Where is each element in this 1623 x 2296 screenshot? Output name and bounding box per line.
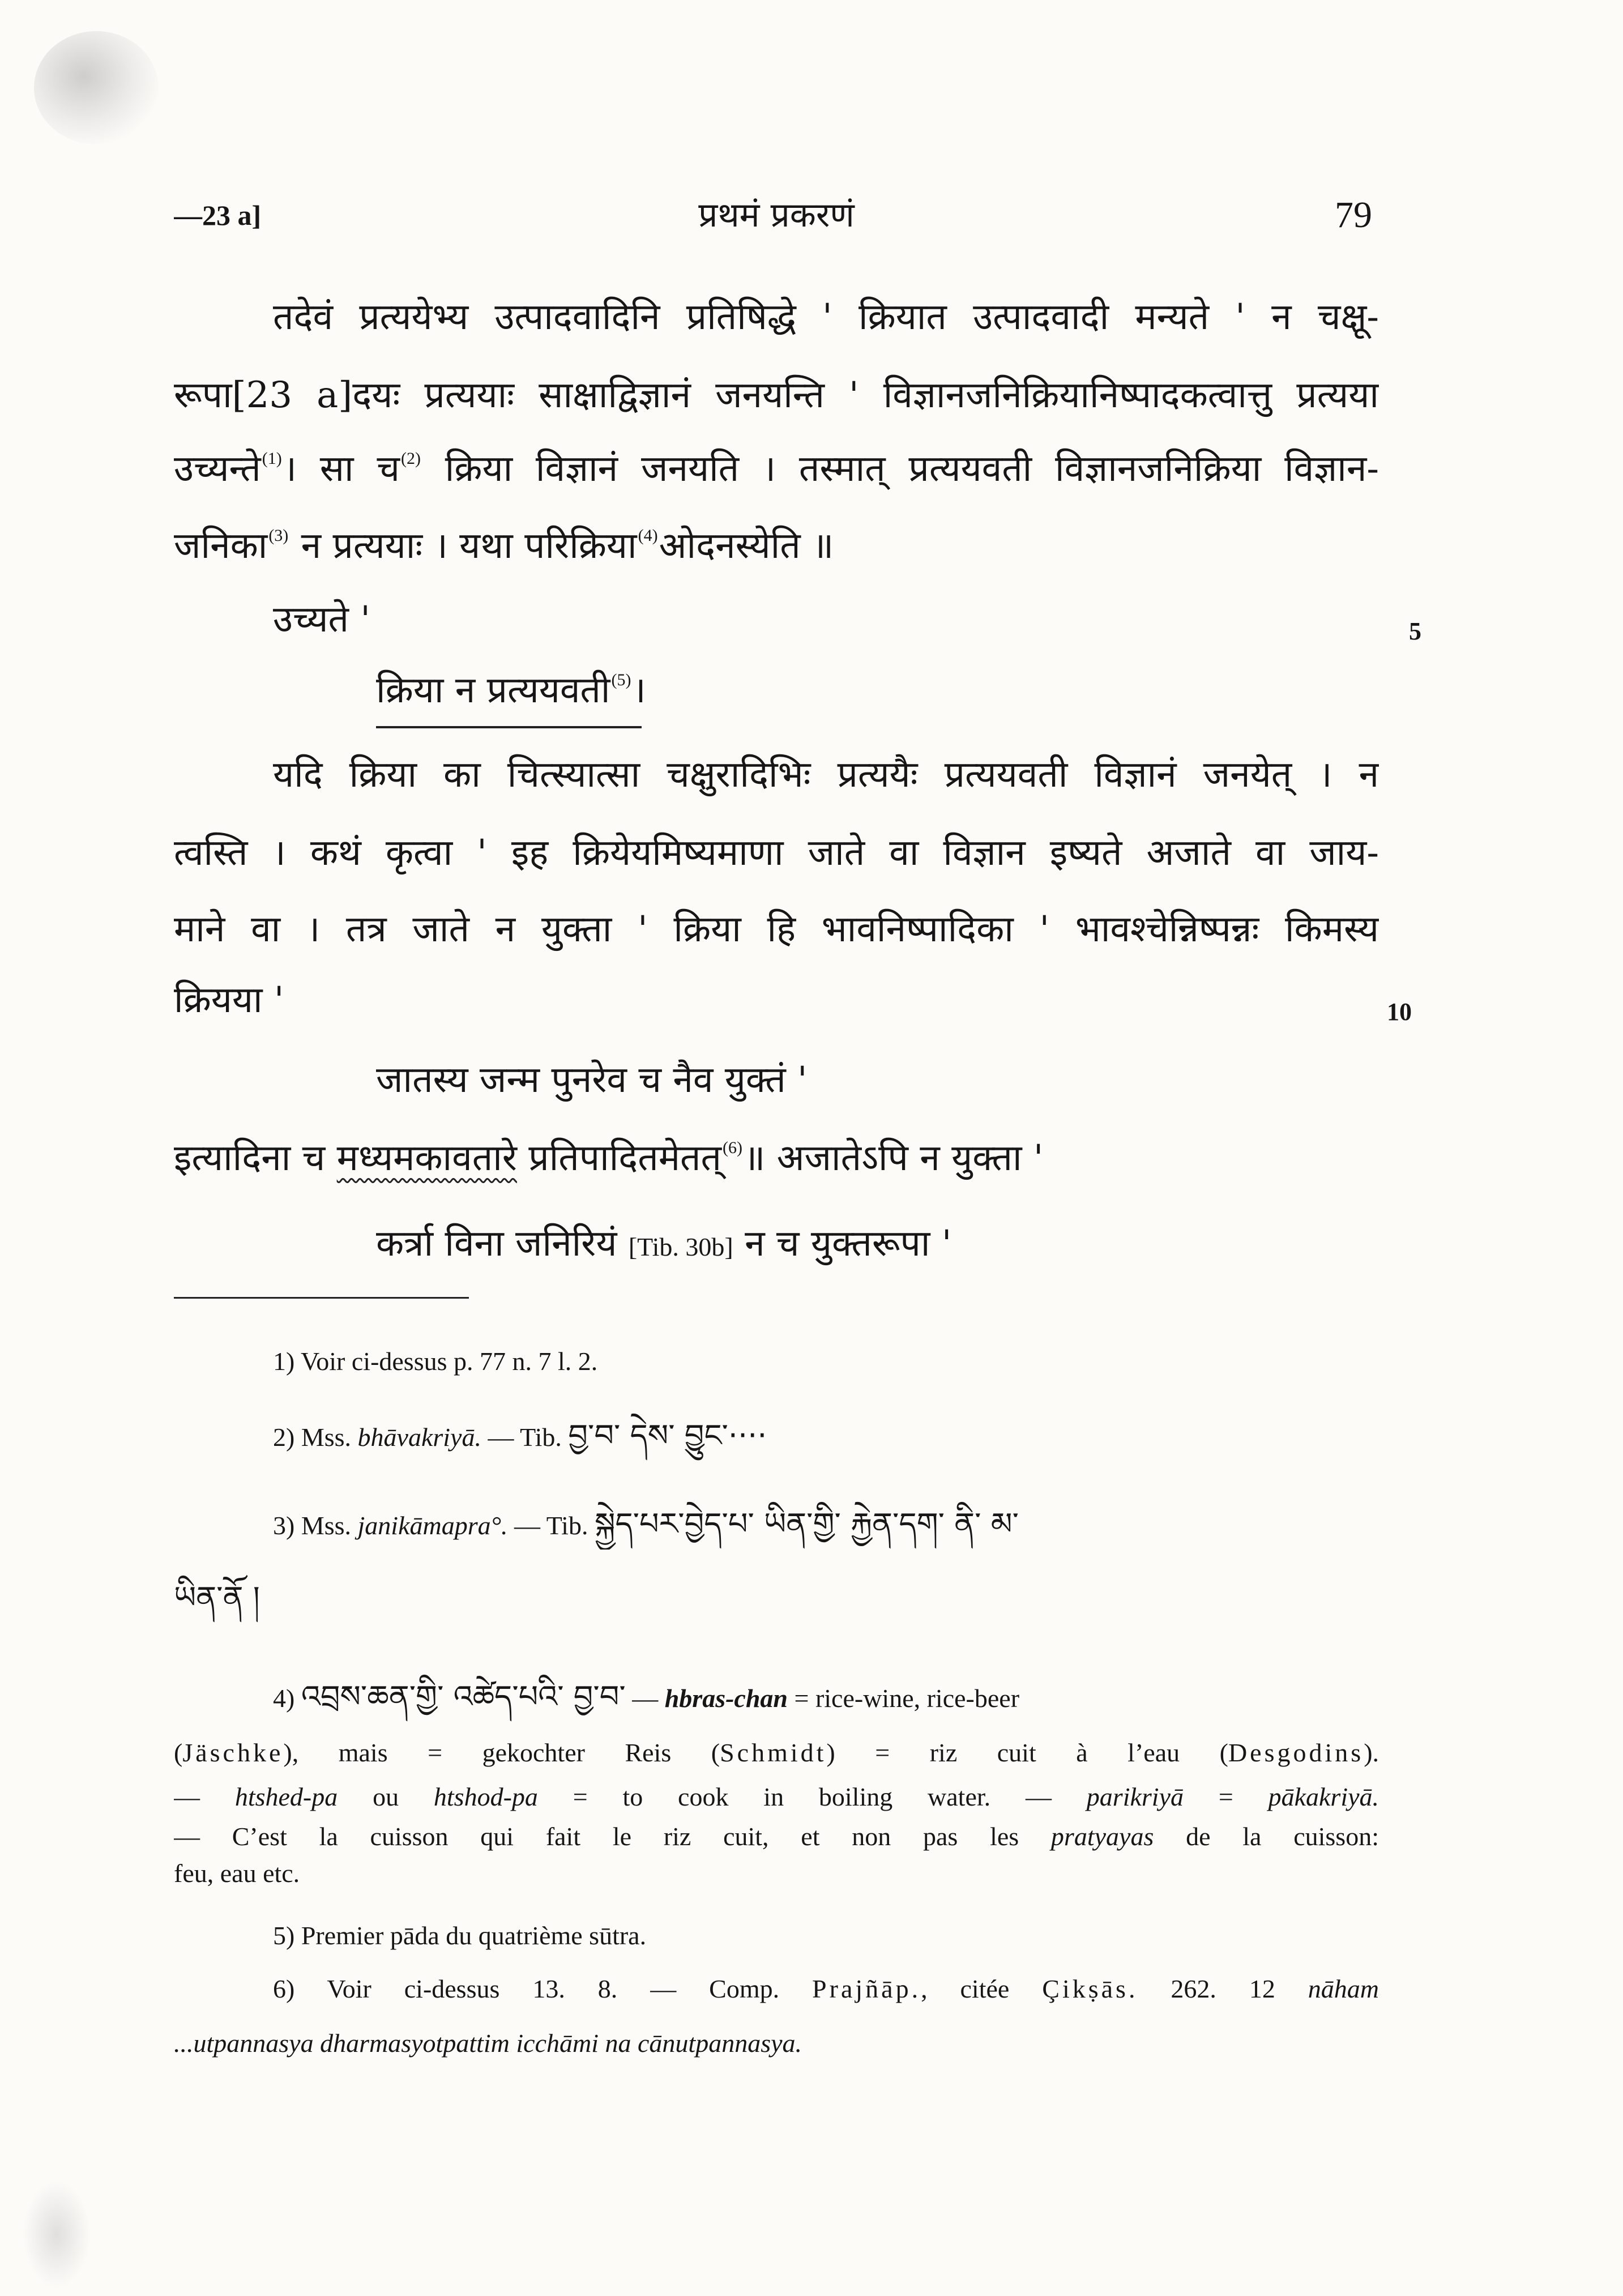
- text-line: [174, 441, 1379, 497]
- footnote-text: 4): [273, 1684, 301, 1713]
- footnote-term: htshed-pa: [234, 1782, 338, 1811]
- footnote-text: =: [1184, 1782, 1268, 1811]
- footnote-quote: nāham: [1308, 1974, 1379, 2003]
- footnote-3-continued: [174, 1572, 1379, 1623]
- footnote-text: ou: [338, 1782, 434, 1811]
- header-section-ref: —23 a]: [174, 199, 262, 231]
- footnote-term: pākakriyā.: [1268, 1782, 1379, 1811]
- text-line: [174, 1130, 1379, 1187]
- footnote-term: htshod-pa: [433, 1782, 538, 1811]
- footnote-text: ).: [1364, 1738, 1379, 1767]
- tibetan-text: ཡིན་ནོ །: [174, 1580, 260, 1615]
- text-line: रूपा[23 a]दयः प्रत्ययाः साक्षाद्विज्ञानं जनयन्ति ' विज्ञानजनिक्रियानिष्पादकत्वात्तु प्रत्यया: [174, 374, 1379, 416]
- text-segment: न च युक्तरूपा ': [733, 1223, 952, 1265]
- footnote-marker: (3): [268, 526, 289, 545]
- text-line: उच्यते ': [273, 599, 370, 641]
- verse-line: [376, 662, 1379, 719]
- footnote-marker: (5): [611, 671, 631, 689]
- text-segment: इत्यादिना च: [174, 1137, 337, 1179]
- tibetan-text: སྐྱེད་པར་བྱེད་པ་ ཡིན་གྱི་ རྐྱེན་དག་ ནི་ མ་: [594, 1506, 1019, 1542]
- footnote-4-line: [174, 1817, 1379, 1857]
- tibetan-text: བྱ་བ་ དེས་ བྱུང་····: [568, 1418, 767, 1453]
- footnote-text: — Tib.: [507, 1511, 595, 1540]
- text-segment: जनिका: [174, 525, 268, 567]
- page-number: 79: [1335, 194, 1372, 236]
- footnote-4-line: [174, 1733, 1379, 1773]
- footnote-marker: (6): [722, 1138, 742, 1157]
- verse-line: [376, 1215, 1379, 1272]
- author-name: Jäschke: [182, 1738, 284, 1767]
- footnote-4-line: [174, 1777, 1379, 1817]
- footnote-4: [273, 1671, 1379, 1722]
- footnote-text: —: [174, 1782, 235, 1811]
- footnote-italic: bhāvakriyā.: [357, 1423, 481, 1452]
- footnote-text: , citée: [921, 1974, 1043, 2003]
- footnote-text: 262. 12: [1138, 1974, 1308, 2003]
- footnote-text: 3) Mss.: [273, 1511, 358, 1540]
- footnote-text: — C’est la cuisson qui fait le riz cuit, et non pas les: [174, 1822, 1051, 1851]
- footnote-text: 2) Mss.: [273, 1423, 358, 1452]
- text-segment: ।: [632, 669, 646, 711]
- work-abbreviation: Prajñāp.: [812, 1974, 921, 2003]
- text-segment: उच्यन्ते: [174, 448, 261, 490]
- footnote-text: (: [174, 1738, 183, 1767]
- text-line: त्वस्ति । कथं कृत्वा ' इह क्रियेयमिष्यमाणा जाते वा विज्ञान इष्यते अजाते वा जाय-: [174, 832, 1379, 874]
- text-line: क्रियया ': [174, 979, 284, 1021]
- footnote-2: [273, 1410, 1379, 1461]
- footnote-text: ) = riz cuit à l’eau (: [826, 1738, 1228, 1767]
- footnote-5: 5) Premier pāda du quatrième sūtra.: [273, 1921, 647, 1950]
- text-segment: न प्रत्ययाः । यथा परिक्रिया: [289, 525, 637, 567]
- text-line: यदि क्रिया का चित्स्यात्सा चक्षुरादिभिः प्रत्ययैः प्रत्ययवती विज्ञानं जनयेत् । न: [273, 754, 1379, 796]
- tibetan-folio-ref: [Tib. 30b]: [628, 1232, 733, 1261]
- tibetan-text: འབྲས་ཆན་གྱི་ འཚེད་པའི་ བྱ་བ་: [301, 1679, 626, 1714]
- footnote-text: ), mais = gekochter Reis (: [283, 1738, 720, 1767]
- text-segment: प्रतिपादितमेतत्: [516, 1137, 721, 1179]
- footnote-3: [273, 1499, 1379, 1550]
- author-name: Schmidt: [720, 1738, 827, 1767]
- margin-line-number: 5: [1409, 617, 1421, 645]
- text-segment: कर्त्रा विना जनिरियं: [376, 1223, 629, 1265]
- footnote-text: — Tib.: [481, 1423, 569, 1452]
- footnote-marker: (1): [262, 449, 282, 468]
- text-segment: ओदनस्येति ॥: [659, 525, 834, 567]
- footnote-term: parikriyā: [1086, 1782, 1184, 1811]
- scan-speckle: [23, 2180, 91, 2288]
- footnote-term: hbras-chan: [664, 1684, 788, 1713]
- author-name: Desgodins: [1228, 1738, 1364, 1767]
- header-title: प्रथमं प्रकरणं: [698, 195, 855, 235]
- text-segment: ॥ अजातेऽपि न युक्ता ': [743, 1137, 1044, 1179]
- footnote-italic: janikāmapra°.: [357, 1511, 508, 1540]
- footnote-text: = rice-wine, rice-beer: [788, 1684, 1020, 1713]
- footnote-text: 6) Voir ci-dessus 13. 8. — Comp.: [273, 1974, 813, 2003]
- footnote-1: 1) Voir ci-dessus p. 77 n. 7 l. 2.: [273, 1347, 598, 1376]
- footnote-text: = to cook in boiling water. —: [537, 1782, 1087, 1811]
- footnote-4-line: feu, eau etc.: [174, 1859, 300, 1888]
- scan-speckle: [34, 31, 159, 144]
- verse-line: जातस्य जन्म पुनरेव च नैव युक्तं ': [376, 1059, 808, 1101]
- footnote-marker: (4): [638, 526, 658, 545]
- footnote-6: [273, 1969, 1379, 2009]
- work-abbreviation: Çikṣās.: [1042, 1974, 1138, 2003]
- text-line: तदेवं प्रत्ययेभ्य उत्पादवादिनि प्रतिषिद्धे ' क्रियात उत्पादवादी मन्यते ' न चक्षू-: [273, 296, 1379, 338]
- verse-underline: [376, 726, 642, 728]
- text-segment: क्रिया विज्ञानं जनयति । तस्मात् प्रत्ययवती विज्ञानजनिक्रिया विज्ञान-: [421, 448, 1379, 490]
- footnote-rule: [174, 1297, 469, 1299]
- footnote-term: pratyayas: [1050, 1822, 1154, 1851]
- footnote-text: de la cuisson:: [1154, 1822, 1379, 1851]
- text-line: माने वा । तत्र जाते न युक्ता ' क्रिया हि भावनिष्पादिका ' भावश्चेन्निष्पन्नः किमस्य: [174, 908, 1379, 950]
- text-segment: । सा च: [283, 448, 400, 490]
- footnote-6-line: ...utpannasya dharmasyotpattim icchāmi na cānutpannasya.: [174, 2029, 802, 2058]
- footnote-marker: (2): [400, 449, 421, 468]
- text-segment: क्रिया न प्रत्ययवती: [376, 669, 610, 711]
- footnote-text: —: [625, 1684, 665, 1713]
- work-title-madhyamakavatara: मध्यमकावतारे: [336, 1137, 517, 1179]
- text-line: [174, 518, 1379, 574]
- margin-line-number: 10: [1387, 998, 1412, 1026]
